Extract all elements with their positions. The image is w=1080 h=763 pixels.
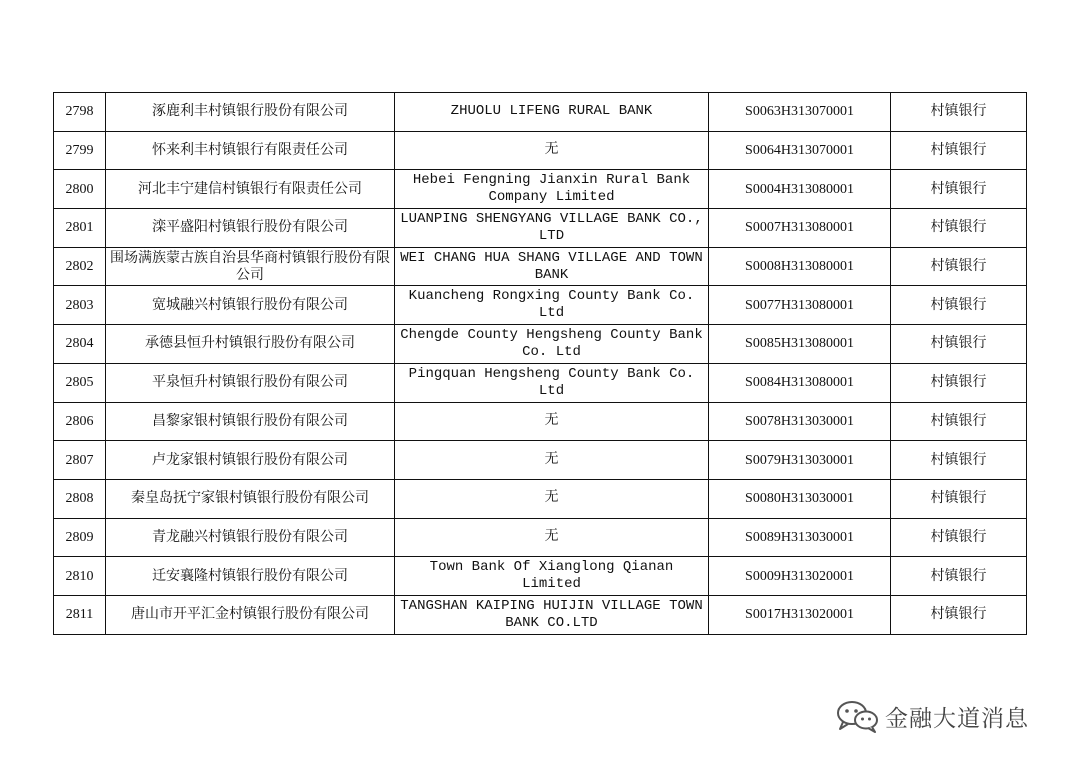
row-number-cell: 2798 xyxy=(54,93,106,132)
chinese-name-cell: 昌黎家银村镇银行股份有限公司 xyxy=(106,402,395,441)
institution-code-cell: S0008H313080001 xyxy=(709,247,891,286)
row-number-cell: 2805 xyxy=(54,363,106,402)
institution-type-cell: 村镇银行 xyxy=(891,402,1027,441)
table-row xyxy=(54,93,1027,132)
institution-code-cell: S0079H313030001 xyxy=(709,441,891,480)
english-name-cell: 无 xyxy=(395,479,709,518)
row-number-cell: 2800 xyxy=(54,170,106,209)
english-name-cell: TANGSHAN KAIPING HUIJIN VILLAGE TOWN BANK CO.LTD xyxy=(395,595,709,634)
institution-code-cell: S0085H313080001 xyxy=(709,325,891,364)
table-row xyxy=(54,402,1027,441)
row-number-cell: 2811 xyxy=(54,595,106,634)
chinese-name-cell: 唐山市开平汇金村镇银行股份有限公司 xyxy=(106,595,395,634)
table-row xyxy=(54,325,1027,364)
wechat-icon xyxy=(835,699,879,733)
table-row xyxy=(54,595,1027,634)
institution-code-cell: S0009H313020001 xyxy=(709,557,891,596)
institution-type-cell: 村镇银行 xyxy=(891,93,1027,132)
institution-code-cell: S0084H313080001 xyxy=(709,363,891,402)
institution-type-cell: 村镇银行 xyxy=(891,557,1027,596)
chinese-name-cell: 青龙融兴村镇银行股份有限公司 xyxy=(106,518,395,557)
english-name-cell: WEI CHANG HUA SHANG VILLAGE AND TOWN BANK xyxy=(395,247,709,286)
table-row xyxy=(54,286,1027,325)
chinese-name-cell: 宽城融兴村镇银行股份有限公司 xyxy=(106,286,395,325)
institution-type-cell: 村镇银行 xyxy=(891,595,1027,634)
institution-type-cell: 村镇银行 xyxy=(891,247,1027,286)
chinese-name-cell: 卢龙家银村镇银行股份有限公司 xyxy=(106,441,395,480)
table-row xyxy=(54,170,1027,209)
watermark xyxy=(835,698,1029,734)
english-name-cell: Chengde County Hengsheng County Bank Co. Ltd xyxy=(395,325,709,364)
row-number-cell: 2803 xyxy=(54,286,106,325)
row-number-cell: 2810 xyxy=(54,557,106,596)
institution-type-cell: 村镇银行 xyxy=(891,518,1027,557)
row-number-cell: 2802 xyxy=(54,247,106,286)
english-name-cell: Kuancheng Rongxing County Bank Co. Ltd xyxy=(395,286,709,325)
table-row xyxy=(54,131,1027,170)
chinese-name-cell: 滦平盛阳村镇银行股份有限公司 xyxy=(106,209,395,248)
english-name-cell: 无 xyxy=(395,441,709,480)
row-number-cell: 2799 xyxy=(54,131,106,170)
english-name-cell: Pingquan Hengsheng County Bank Co. Ltd xyxy=(395,363,709,402)
chinese-name-cell: 承德县恒升村镇银行股份有限公司 xyxy=(106,325,395,364)
institution-code-cell: S0078H313030001 xyxy=(709,402,891,441)
institution-code-cell: S0089H313030001 xyxy=(709,518,891,557)
institution-type-cell: 村镇银行 xyxy=(891,286,1027,325)
institution-code-cell: S0080H313030001 xyxy=(709,479,891,518)
row-number-cell: 2808 xyxy=(54,479,106,518)
table-row xyxy=(54,557,1027,596)
english-name-cell: LUANPING SHENGYANG VILLAGE BANK CO., LTD xyxy=(395,209,709,248)
institution-type-cell: 村镇银行 xyxy=(891,170,1027,209)
english-name-cell: 无 xyxy=(395,518,709,557)
english-name-cell: 无 xyxy=(395,131,709,170)
table-row xyxy=(54,441,1027,480)
chinese-name-cell: 平泉恒升村镇银行股份有限公司 xyxy=(106,363,395,402)
row-number-cell: 2801 xyxy=(54,209,106,248)
institution-type-cell: 村镇银行 xyxy=(891,131,1027,170)
table-row xyxy=(54,518,1027,557)
institution-type-cell: 村镇银行 xyxy=(891,479,1027,518)
chinese-name-cell: 河北丰宁建信村镇银行有限责任公司 xyxy=(106,170,395,209)
institution-type-cell: 村镇银行 xyxy=(891,441,1027,480)
chinese-name-cell: 迁安襄隆村镇银行股份有限公司 xyxy=(106,557,395,596)
institution-code-cell: S0064H313070001 xyxy=(709,131,891,170)
table-row xyxy=(54,247,1027,286)
english-name-cell: Town Bank Of Xianglong Qianan Limited xyxy=(395,557,709,596)
institution-type-cell: 村镇银行 xyxy=(891,363,1027,402)
table-row xyxy=(54,479,1027,518)
institution-code-cell: S0017H313020001 xyxy=(709,595,891,634)
institution-code-cell: S0004H313080001 xyxy=(709,170,891,209)
chinese-name-cell: 围场满族蒙古族自治县华商村镇银行股份有限公司 xyxy=(106,247,395,286)
english-name-cell: ZHUOLU LIFENG RURAL BANK xyxy=(395,93,709,132)
institution-code-cell: S0063H313070001 xyxy=(709,93,891,132)
institution-type-cell: 村镇银行 xyxy=(891,209,1027,248)
table-row xyxy=(54,363,1027,402)
watermark-text: 金融大道消息 xyxy=(885,705,1029,732)
english-name-cell: 无 xyxy=(395,402,709,441)
institution-type-cell: 村镇银行 xyxy=(891,325,1027,364)
chinese-name-cell: 涿鹿利丰村镇银行股份有限公司 xyxy=(106,93,395,132)
chinese-name-cell: 秦皇岛抚宁家银村镇银行股份有限公司 xyxy=(106,479,395,518)
chinese-name-cell: 怀来利丰村镇银行有限责任公司 xyxy=(106,131,395,170)
row-number-cell: 2807 xyxy=(54,441,106,480)
row-number-cell: 2804 xyxy=(54,325,106,364)
table-body xyxy=(54,93,1027,635)
institution-code-cell: S0077H313080001 xyxy=(709,286,891,325)
row-number-cell: 2806 xyxy=(54,402,106,441)
bank-list-table xyxy=(53,92,1027,635)
english-name-cell: Hebei Fengning Jianxin Rural Bank Company Limited xyxy=(395,170,709,209)
institution-code-cell: S0007H313080001 xyxy=(709,209,891,248)
table-row xyxy=(54,209,1027,248)
row-number-cell: 2809 xyxy=(54,518,106,557)
